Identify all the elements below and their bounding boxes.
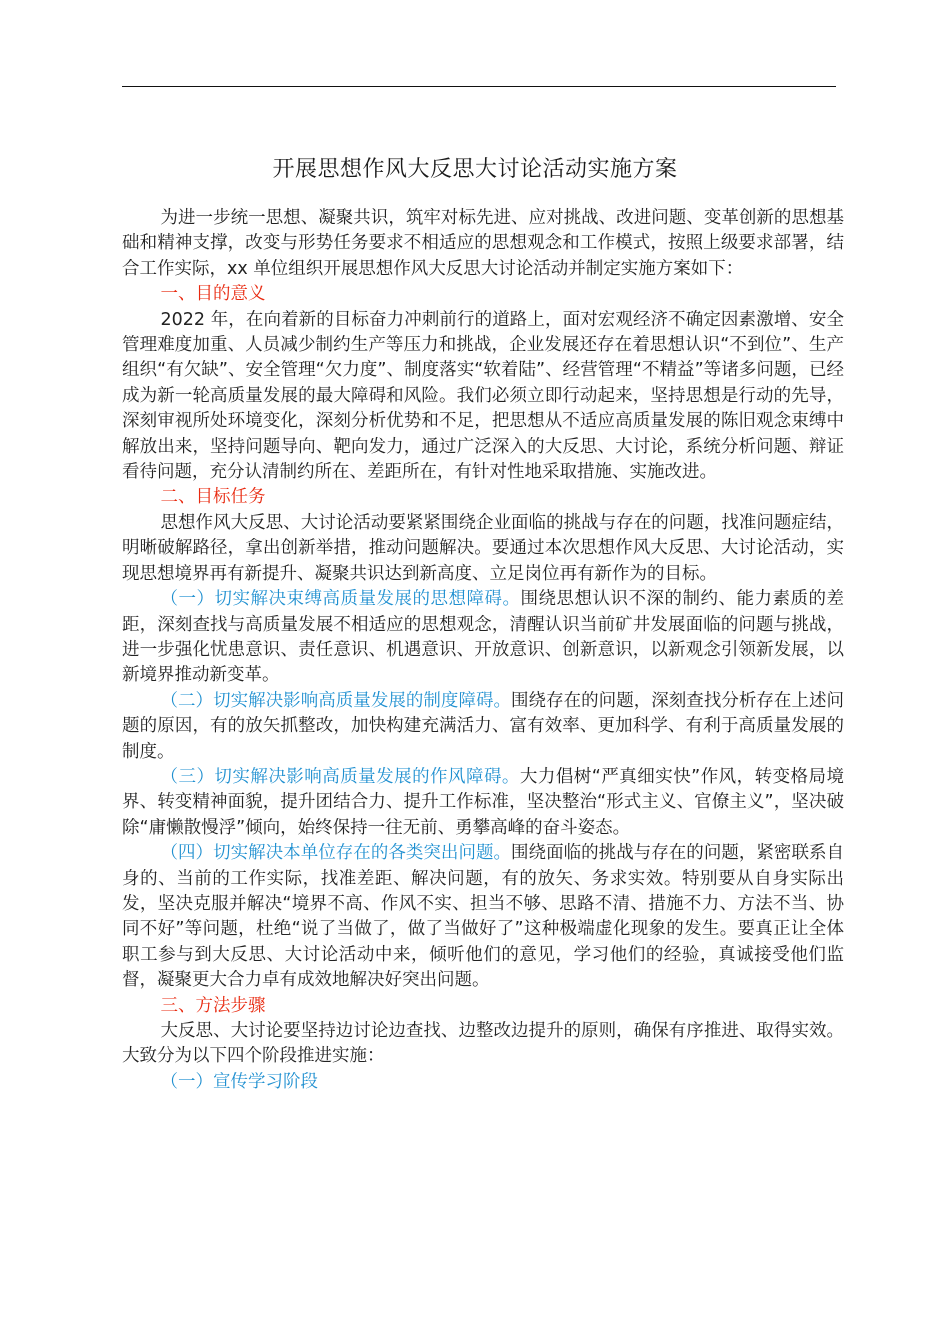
section-methods-paragraph: 大反思、大讨论要坚持边讨论边查找、边整改边提升的原则，确保有序推进、取得实效。大致分为以下四个阶段推进实施：	[122, 1021, 844, 1067]
goal-item-3	[122, 765, 844, 841]
goal-item-2-text: 围绕存在的问题，深刻查找分析存在上述问题的原因，有的放矢抓整改，加快构建充满活力、富有效率、更加科学、有利于高质量发展的制度。	[122, 690, 845, 762]
goal-item-3-text: 大力倡树“严真细实快”作风，转变格局境界、转变精神面貌，提升团结合力、提升工作标准，坚决整治“形式主义、官僚主义”，坚决破除“庸懒散慢浮”倾向，始终保持一往无前、勇攀高峰的奋斗姿态。	[122, 766, 844, 838]
goal-item-1-text: 围绕思想认识不深的制约、能力素质的差距，深刻查找与高质量发展不相适应的思想观念，清醒认识当前矿井发展面临的问题与挑战，进一步强化忧患意识、责任意识、机遇意识、开放意识、创新意识，以新观念引领新发展，以新境界推动新变革。	[122, 589, 844, 686]
stage-heading-1: （一）宣传学习阶段	[160, 1071, 318, 1092]
intro-paragraph: 为进一步统一思想、凝聚共识，筑牢对标先进、应对挑战、改进问题、变革创新的思想基础和精神支撑，改变与形势任务要求不相适应的思想观念和工作模式，按照上级要求部署，结合工作实际，xx 单位组织开展思想作风大反思大讨论活动并制定实施方案如下：	[122, 208, 844, 279]
section-goals-paragraph: 思想作风大反思、大讨论活动要紧紧围绕企业面临的挑战与存在的问题，找准问题症结，明晰破解路径，拿出创新举措，推动问题解决。要通过本次思想作风大反思、大讨论活动，实现思想境界再有新提升、凝聚共识达到新高度、立足岗位再有新作为的目标。	[122, 512, 844, 584]
header-rule	[122, 86, 836, 87]
section-purpose-paragraph: 2022 年，在向着新的目标奋力冲刺前行的道路上，面对宏观经济不确定因素激增、安全管理难度加重、人员减少制约生产等压力和挑战，企业发展还存在着思想认识“不到位”、生产组织“有欠缺”、安全管理“欠力度”、制度落实“软着陆”、经营管理“不精益”等诸多问题，已经成为新一轮高质量发展的最大障碍和风险。我们必须立即行动起来，坚持思想是行动的先导，深刻审视所处环境变化，深刻分析优势和不足，把思想从不适应高质量发展的陈旧观念束缚中解放出来，坚持问题导向、靶向发力，通过广泛深入的大反思、大讨论，系统分析问题、辩证看待问题，充分认清制约所在、差距所在，有针对性地采取措施、实施改进。	[122, 309, 844, 483]
document-body	[122, 206, 844, 1095]
section-heading-purpose: 一、目的意义	[160, 284, 266, 305]
goal-item-2	[122, 689, 844, 765]
document-title: 开展思想作风大反思大讨论活动实施方案	[272, 157, 678, 182]
section-heading-methods: 三、方法步骤	[160, 995, 266, 1016]
section-heading-goals: 二、目标任务	[160, 487, 266, 508]
goal-item-3-heading: （三）切实解决影响高质量发展的作风障碍。	[160, 766, 520, 787]
goal-item-1-heading: （一）切实解决束缚高质量发展的思想障碍。	[160, 589, 521, 610]
goal-item-1	[122, 587, 844, 689]
goal-item-2-heading: （二）切实解决影响高质量发展的制度障碍。	[160, 690, 512, 711]
goal-item-4-text: 围绕面临的挑战与存在的问题，紧密联系自身的、当前的工作实际，找准差距、解决问题，有的放矢、务求实效。特别要从自身实际出发，坚决克服并解决“境界不高、作风不实、担当不够、思路不清、措施不力、方法不当、协同不好”等问题，杜绝“说了当做了，做了当做好了”这种极端虚化现象的发生。要真正让全体职工参与到大反思、大讨论活动中来，倾听他们的意见，学习他们的经验，真诚接受他们监督，凝聚更大合力卓有成效地解决好突出问题。	[122, 843, 845, 991]
goal-item-4-heading: （四）切实解决本单位存在的各类突出问题。	[160, 843, 512, 864]
goal-item-4	[122, 841, 844, 993]
